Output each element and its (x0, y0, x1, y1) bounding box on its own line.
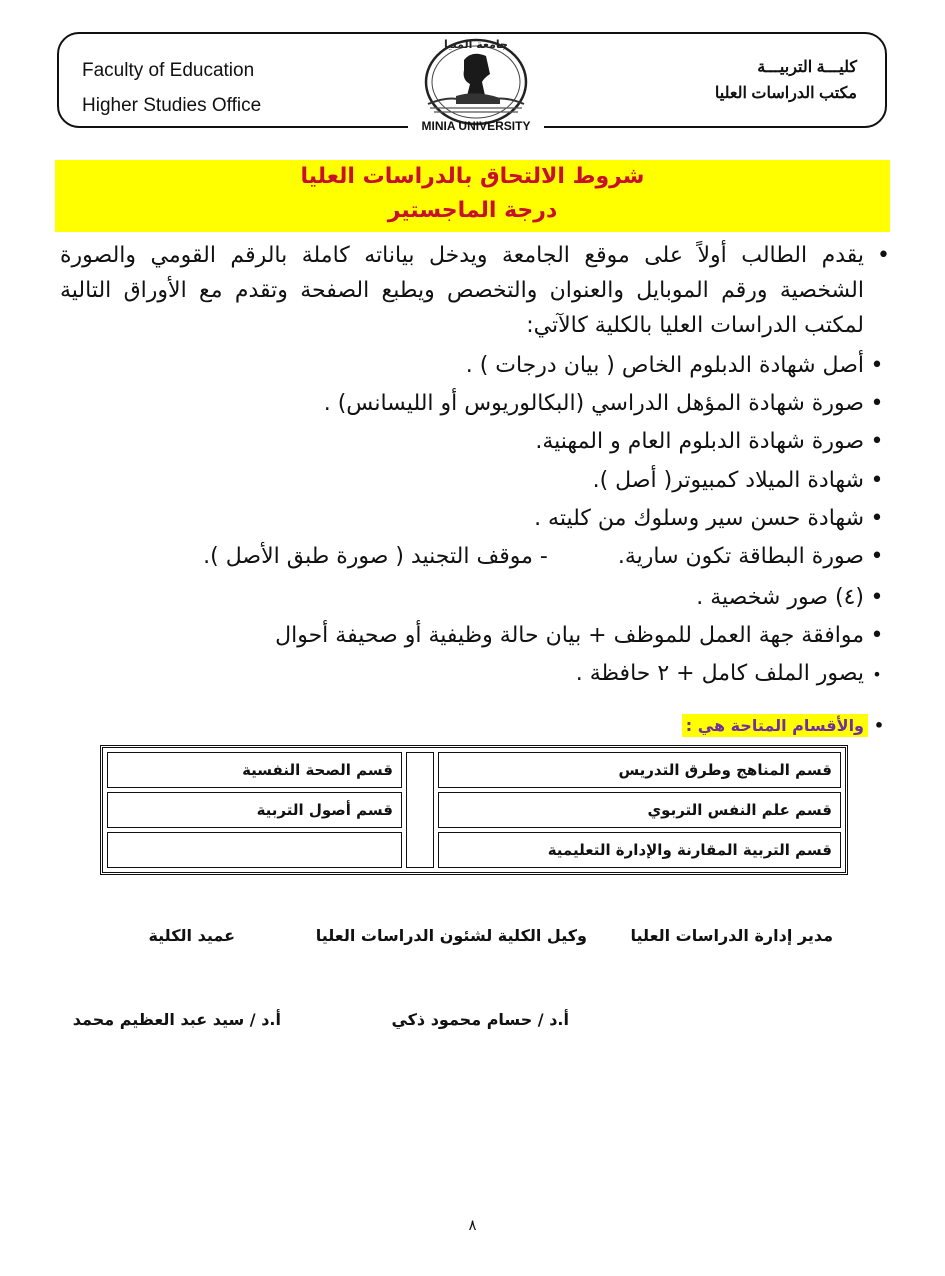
list-item: •يصور الملف كامل + ٢ حافظة . (60, 656, 890, 692)
table-cell: قسم المناهج وطرق التدريس (438, 752, 841, 788)
signature-title-dean: عميد الكلية (148, 926, 235, 945)
table-cell: قسم علم النفس التربوي (438, 792, 841, 828)
bullet-icon: • (870, 585, 884, 610)
bullet-icon: • (870, 429, 884, 454)
table-cell (107, 832, 402, 868)
office-name-en: Higher Studies Office (82, 95, 262, 116)
bullet-icon: • (870, 623, 884, 648)
table-cell: قسم الصحة النفسية (107, 752, 402, 788)
university-logo-icon (408, 30, 544, 138)
signature-title-vice-dean: وكيل الكلية لشئون الدراسات العليا (315, 926, 587, 945)
signature-title-graduate-director: مدير إدارة الدراسات العليا (630, 926, 833, 945)
list-item: •شهادة حسن سير وسلوك من كليته . (60, 501, 890, 537)
bullet-icon: • (877, 243, 890, 268)
bullet-icon: • (870, 468, 884, 493)
military-status-note: - موقف التجنيد ( صورة طبق الأصل ). (203, 544, 548, 569)
signature-name-vice-dean: أ.د / حسام محمود ذكي (391, 1010, 569, 1029)
faculty-name-ar: كليـــة التربيـــة (757, 59, 857, 76)
departments-heading: •والأقسام المتاحة هي : (682, 716, 890, 735)
title-band (55, 160, 890, 232)
bullet-icon: • (873, 716, 885, 735)
list-item: •صورة البطاقة تكون سارية.- موقف التجنيد ( صورة طبق الأصل ). (60, 539, 890, 575)
table-spacer (406, 752, 434, 868)
page-number: ٨ (468, 1216, 477, 1234)
list-item: •أصل شهادة الدبلوم الخاص ( بيان درجات ) . (60, 348, 890, 384)
bullet-icon: • (870, 506, 884, 531)
table-cell: قسم أصول التربية (107, 792, 402, 828)
bullet-icon: • (870, 391, 884, 416)
bullet-icon: • (870, 544, 884, 569)
title-degree: درجة الماجستير (387, 198, 558, 223)
office-name-ar: مكتب الدراسات العليا (714, 85, 857, 102)
intro-paragraph (60, 238, 890, 343)
list-item: •(٤) صور شخصية . (60, 580, 890, 616)
departments-table (100, 745, 848, 875)
intro-text: يقدم الطالب أولاً على موقع الجامعة ويدخل بياناته كاملة بالرقم القومي والصورة الشخصية ورقم الموبايل والعنوان والتخصص ويطبع الصفحة وتقدم مع الأوراق التالية لمكتب الدراسات العليا بالكلية كالآتي: (60, 243, 864, 338)
signature-name-dean: أ.د / سيد عبد العظيم محمد (72, 1010, 281, 1029)
list-item: •صورة شهادة الدبلوم العام و المهنية. (60, 424, 890, 460)
faculty-name-en: Faculty of Education (82, 60, 255, 81)
list-item: •شهادة الميلاد كمبيوتر( أصل ). (60, 463, 890, 499)
bullet-icon: • (872, 665, 882, 684)
list-item: •صورة شهادة المؤهل الدراسي (البكالوريوس أو الليسانس) . (60, 386, 890, 422)
list-item: •موافقة جهة العمل للموظف + بيان حالة وظيفية أو صحيفة أحوال (60, 618, 890, 654)
bullet-icon: • (870, 353, 884, 378)
title-main: شروط الالتحاق بالدراسات العليا (300, 164, 645, 189)
logo-caption: MINIA UNIVERSITY (421, 119, 531, 133)
table-cell: قسم التربية المقارنة والإدارة التعليمية (438, 832, 841, 868)
logo-arc-text: جامعة المنيا (444, 38, 508, 51)
